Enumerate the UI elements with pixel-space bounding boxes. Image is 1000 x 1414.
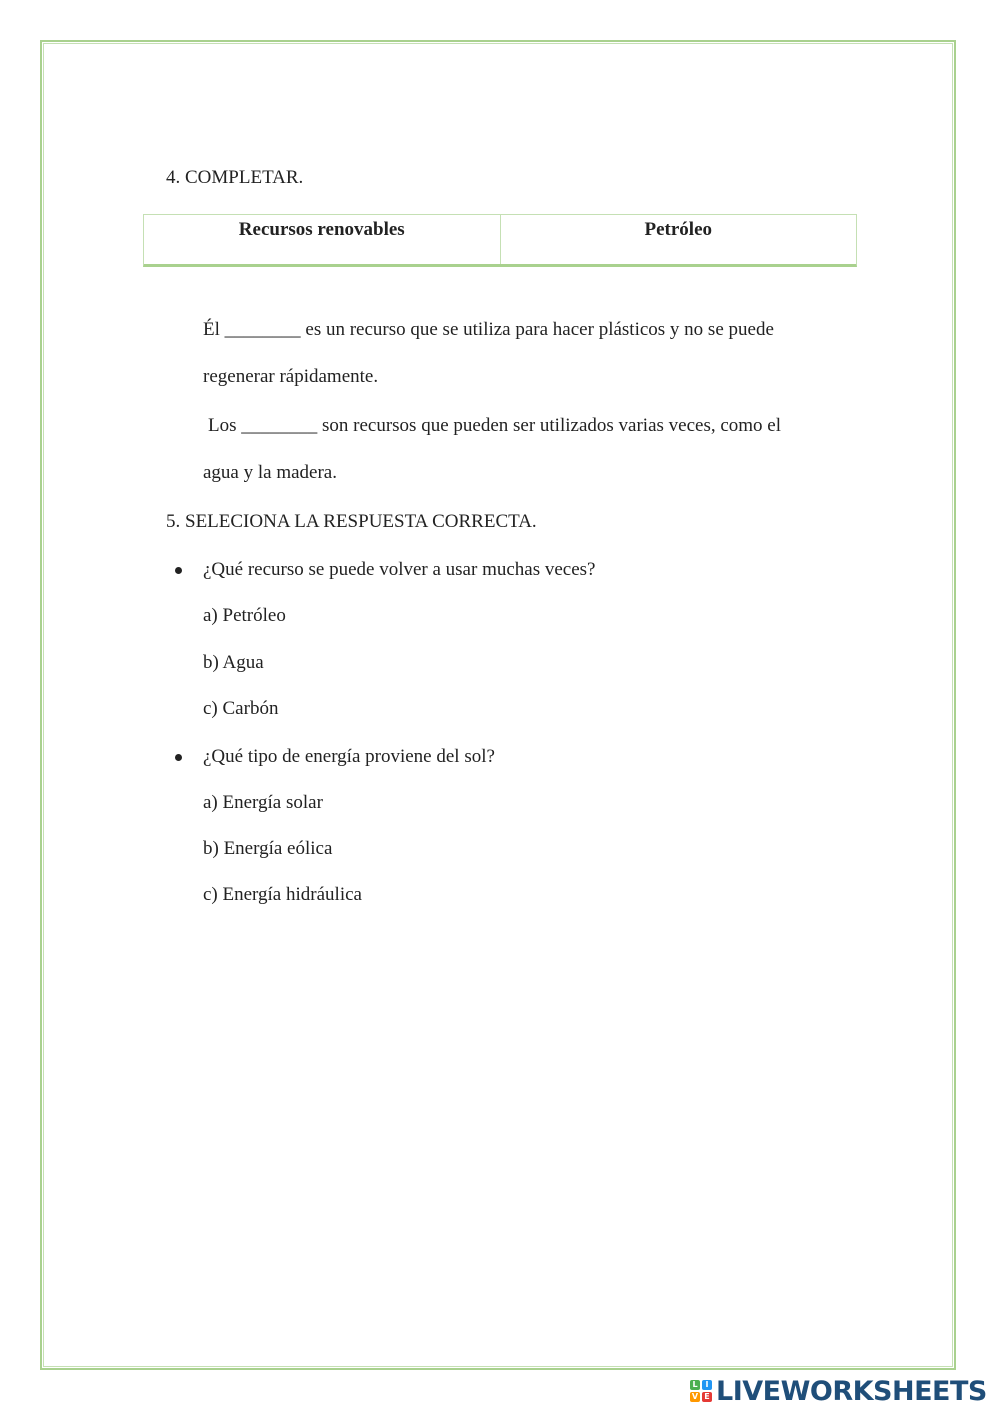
logo-grid-icon [690,1380,712,1402]
question-2: ¿Qué tipo de energía proviene del sol? [203,746,495,767]
table-cell-petroleum: Petróleo [500,215,857,264]
question-2-option-c[interactable]: c) Energía hidráulica [203,884,362,905]
completion-table [143,214,857,267]
question-1-option-a[interactable]: a) Petróleo [203,605,286,626]
table-cell-renewable: Recursos renovables [238,219,405,240]
question-1: ¿Qué recurso se puede volver a usar muchas veces? [203,559,596,580]
bullet-icon [175,754,182,761]
section-4-heading: 4. COMPLETAR. [166,167,304,188]
question-2-option-b[interactable]: b) Energía eólica [203,838,333,859]
logo-text: LIVEWORKSHEETS [716,1375,987,1407]
fill-sentence-2-line-1: Los ________ son recursos que pueden ser utilizados varias veces, como el [208,415,782,436]
logo-grid-cell: V [691,1392,699,1401]
fill-sentence-2-line-2: agua y la madera. [203,462,337,483]
liveworksheets-logo[interactable] [690,1374,987,1408]
bullet-icon [175,567,182,574]
logo-grid-cell: E [702,1392,712,1402]
logo-grid-cell: I [702,1380,712,1390]
logo-grid-cell: L [690,1380,700,1390]
fill-sentence-1-line-1: Él ________ es un recurso que se utiliza para hacer plásticos y no se puede [203,319,774,340]
question-1-option-c[interactable]: c) Carbón [203,698,279,719]
section-5-heading: 5. SELECIONA LA RESPUESTA CORRECTA. [166,511,537,532]
question-1-option-b[interactable]: b) Agua [203,652,264,673]
question-2-option-a[interactable]: a) Energía solar [203,792,323,813]
fill-sentence-1-line-2: regenerar rápidamente. [203,366,379,387]
